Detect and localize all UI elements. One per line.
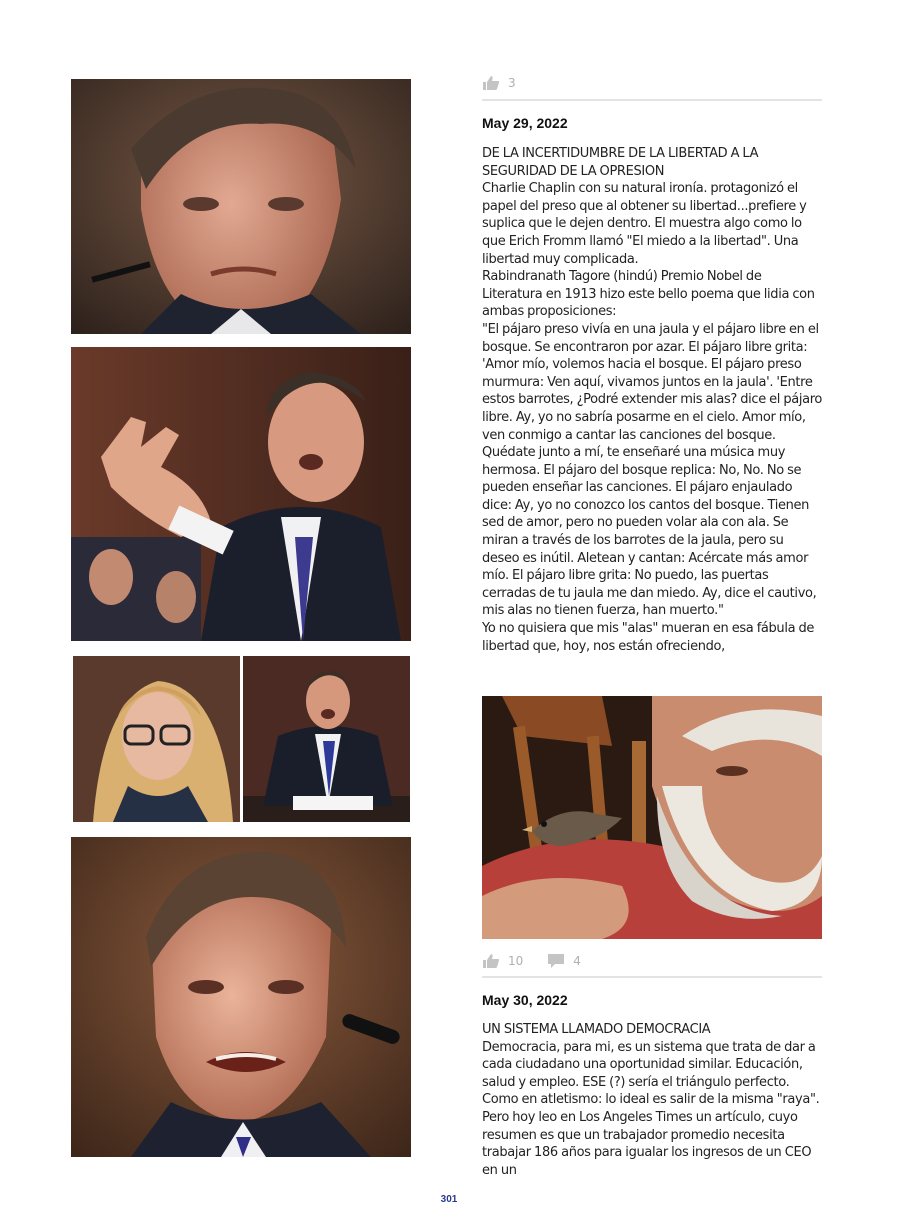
post-title: UN SISTEMA LLAMADO DEMOCRACIA	[482, 1022, 711, 1037]
photo-angry-closeup	[71, 837, 411, 1157]
like-count: 10	[508, 954, 524, 968]
thumbs-up-icon[interactable]	[482, 75, 500, 91]
post-title: DE LA INCERTIDUMBRE DE LA LIBERTAD A LA SEGURIDAD DE LA OPRESION	[482, 146, 759, 179]
photo-woman-glasses	[73, 656, 240, 822]
post-paragraph: Democracia, para mi, es un sistema que trata de dar a cada ciudadano una oportunidad similar. Educación, salud y empleo. ESE (?) sería el triángulo perfecto. Como en atletismo: lo ideal es salir de la misma "raya". Pero hoy leo en Los Angeles Times un artículo, cuyo resumen es que un trabajador promedio necesita trabajar 186 años para igualar los ingresos de un CEO en un	[482, 1039, 820, 1178]
page-number: 301	[440, 1194, 458, 1205]
post-paragraph: Charlie Chaplin con su natural ironía. protagonizó el papel del preso que al obtener su libertad...prefiere y suplica que le dejen dentro. El muestra algo como lo que Erich Fromm llamó "El miedo a la libertad". Una libertad muy complicada.	[482, 181, 807, 267]
like-count: 3	[508, 76, 516, 90]
thumbs-up-icon[interactable]	[482, 953, 500, 969]
post-paragraph: Yo no quisiera que mis "alas" mueran en esa fábula de libertad que, hoy, nos están ofreciendo,	[482, 621, 815, 654]
comment-count: 4	[573, 954, 581, 968]
divider	[482, 99, 822, 101]
post-body	[482, 1021, 824, 1181]
post-date: May 30, 2022	[482, 992, 568, 1008]
previous-post-stats	[482, 73, 532, 93]
photo-raised-hand	[71, 347, 411, 641]
post-paragraph: Rabindranath Tagore (hindú) Premio Nobel de Literatura en 1913 hizo este bello poema que lidia con ambas proposiciones:	[482, 269, 815, 320]
post-paragraph: "El pájaro preso vivía en una jaula y el pájaro libre en el bosque. Se encontraron por azar. El pájaro libre grita: 'Amor mío, volemos hacia el bosque. El pájaro preso murmura: Ven aquí, vivamos juntos en la jaula'. 'Entre estos barrotes, ¿Podré extender mis alas? dice el pájaro libre. Ay, yo no sabría posarme en el cielo. Amor mío, ven conmigo a cantar las canciones del bosque. Quédate junto a mí, te enseñaré una música muy hermosa. El pájaro del bosque replica: No, No. No se pueden enseñar las canciones. El pájaro enjaulado dice: Ay, yo no conozco los cantos del bosque. Tienen sed de amor, pero no pueden volar ala con ala. Se miran a través de los barrotes de la jaula, pero su deseo es inútil. Aletean y cantan: Acércate más amor mío. El pájaro libre grita: No puedo, las puertas cerradas de tu jaula me dan miedo. Ay, dice el cautivo, mis alas no tienen fuerza, han muerto."	[482, 321, 823, 619]
comment-icon[interactable]	[547, 953, 565, 969]
photo-man-testifying	[243, 656, 410, 822]
post-date: May 29, 2022	[482, 115, 568, 131]
photo-portrait-closeup	[71, 79, 411, 334]
post-body	[482, 145, 824, 687]
divider	[482, 976, 822, 978]
post-stats	[482, 951, 597, 971]
photo-bearded-man-bird	[482, 696, 822, 939]
